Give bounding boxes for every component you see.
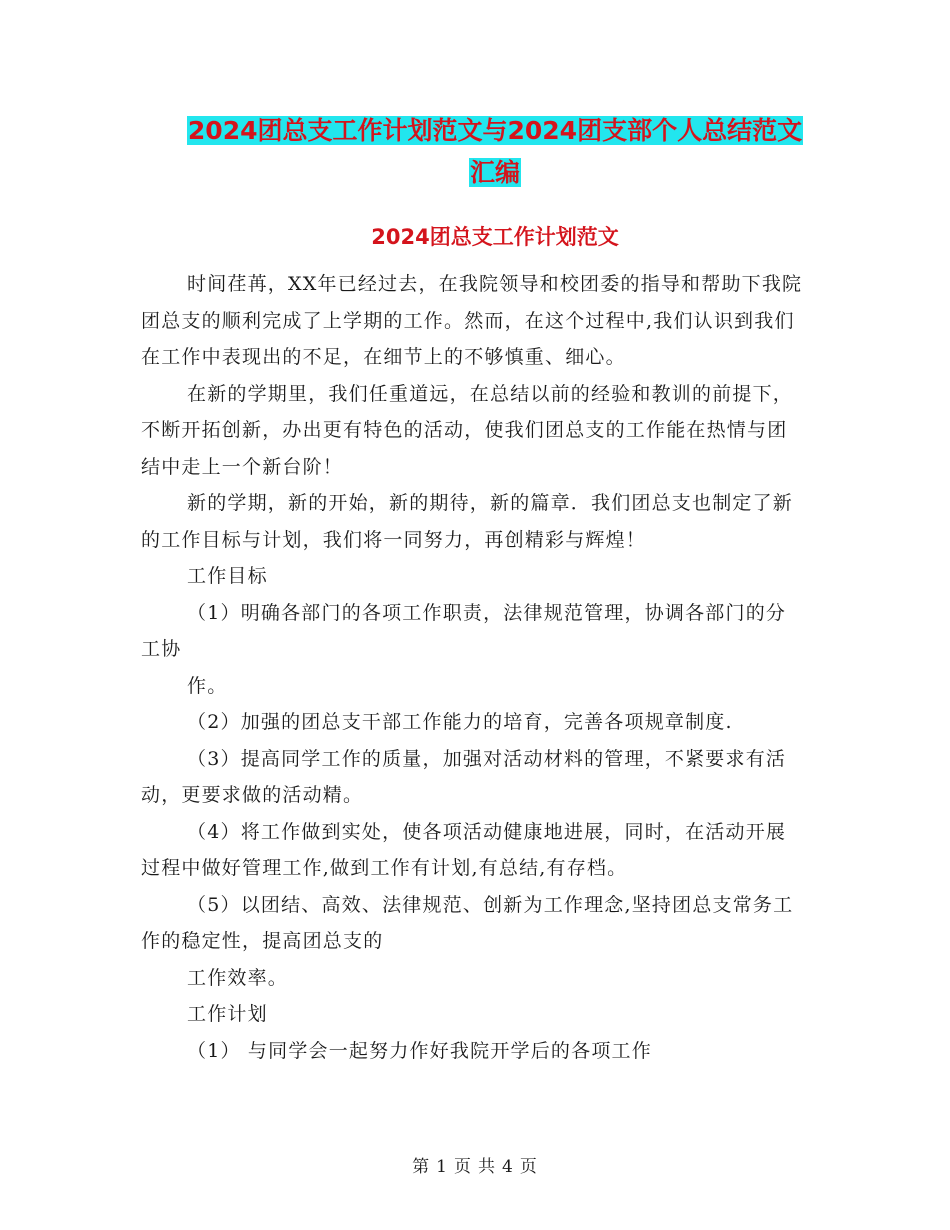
document-title-line2: 汇编 [469, 158, 520, 187]
paragraph: 时间荏苒，XX年已经过去，在我院领导和校团委的指导和帮助下我院团总支的顺利完成了上学期的工作。然而，在这个过程中,我们认识到我们在工作中表现出的不足，在细节上的不够慎重、细心。 [141, 273, 803, 368]
goal-item-5: （5）以团结、高效、法律规范、创新为工作理念,坚持团总支常务工作的稳定性，提高团总支的 [141, 893, 794, 952]
section-title: 2024团总支工作计划范文 [371, 225, 619, 249]
footer-total-label: 共 [478, 1157, 496, 1177]
footer-suffix: 页 [519, 1157, 538, 1177]
plan-item-1: （1） 与同学会一起努力作好我院开学后的各项工作 [187, 1039, 652, 1062]
goal-item-3: （3）提高同学工作的质量，加强对活动材料的管理，不紧要求有活动，更要求做的活动精。 [141, 747, 787, 806]
subheading-goals: 工作目标 [187, 565, 268, 587]
goal-item-4: （4）将工作做到实处，使各项活动健康地进展，同时，在活动开展过程中做好管理工作,做到工作有计划,有总结,有存档。 [141, 820, 787, 879]
paragraph: 新的学期，新的开始，新的期待，新的篇章．我们团总支也制定了新的工作目标与计划，我们将一同努力，再创精彩与辉煌！ [141, 492, 794, 551]
goal-item-1-continuation: 作。 [187, 674, 228, 697]
goal-item-5-continuation: 工作效率。 [187, 966, 289, 989]
document-body [141, 266, 806, 1069]
footer-prefix: 第 [412, 1157, 431, 1177]
footer-page-word: 页 [454, 1157, 472, 1177]
page-footer [0, 1152, 950, 1177]
subheading-plan: 工作计划 [187, 1003, 268, 1025]
footer-page-number: 1 [436, 1157, 448, 1177]
goal-item-1: （1）明确各部门的各项工作职责，法律规范管理，协调各部门的分工协 [141, 601, 787, 660]
paragraph: 在新的学期里，我们任重道远，在总结以前的经验和教训的前提下，不断开拓创新，办出更有特色的活动，使我们团总支的工作能在热情与团结中走上一个新台阶！ [141, 382, 794, 478]
document-title [140, 110, 850, 194]
footer-total-pages: 4 [502, 1157, 514, 1177]
document-title-line1: 2024团总支工作计划范文与2024团支部个人总结范文 [187, 116, 803, 145]
goal-item-2: （2）加强的团总支干部工作能力的培育，完善各项规章制度. [187, 711, 733, 733]
